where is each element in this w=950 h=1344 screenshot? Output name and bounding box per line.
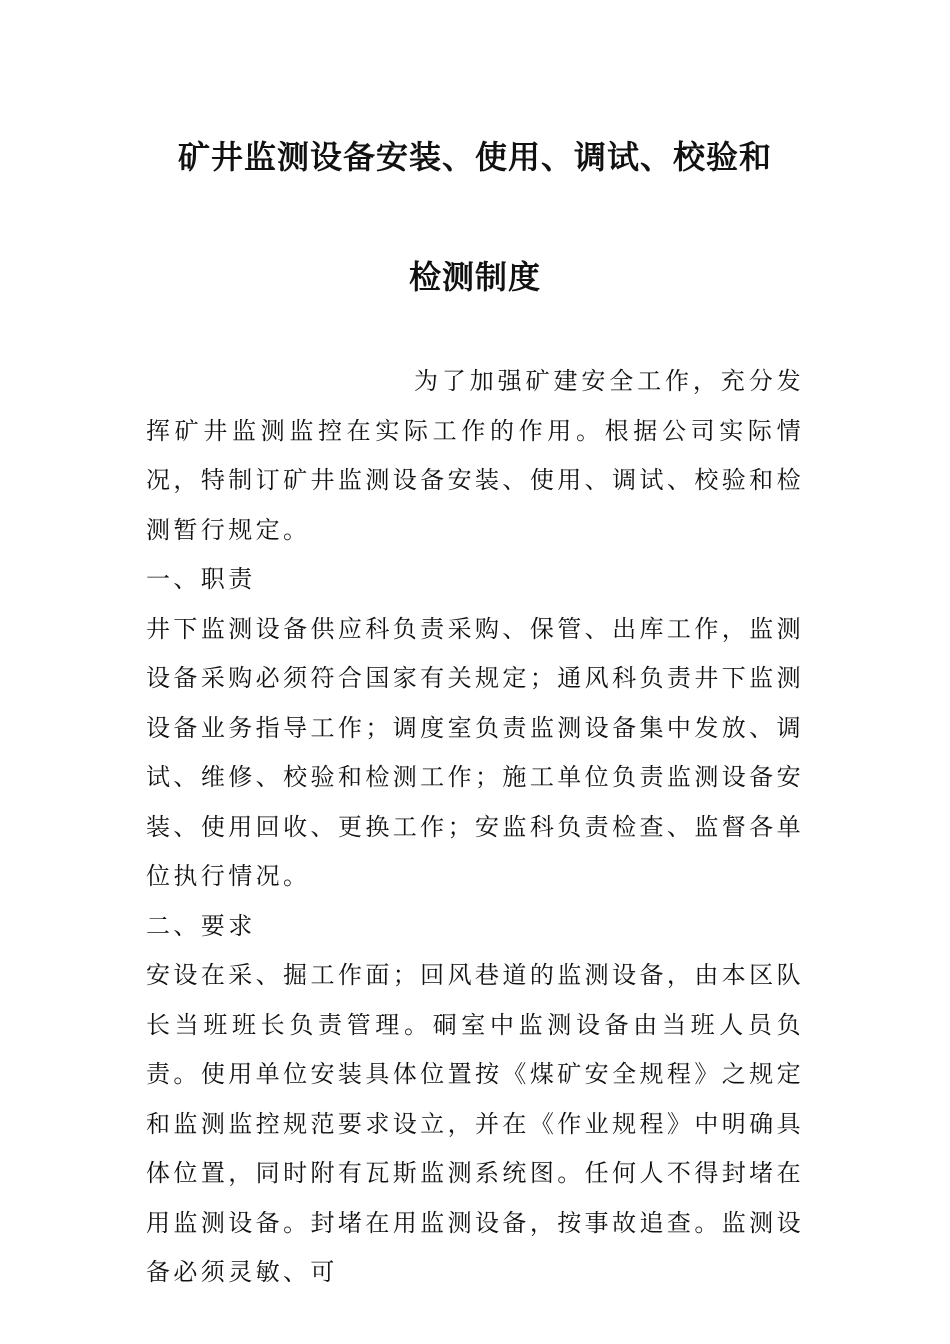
document-body	[146, 357, 804, 1298]
document-title-line-2: 检测制度	[408, 258, 541, 296]
document-title-line-1: 矿井监测设备安装、使用、调试、校验和	[177, 138, 772, 176]
section-heading-requirements: 二、要求	[146, 911, 256, 940]
section-heading-responsibilities: 一、职责	[146, 565, 256, 593]
responsibilities-paragraph: 井下监测设备供应科负责采购、保管、出库工作，监测设备采购必须符合国家有关规定；通风科负责井下监测设备业务指导工作；调度室负责监测设备集中发放、调试、维修、校验和检测工作；施工单位负责监测设备安装、使用回收、更换工作；安监科负责检查、监督各单位执行情况。	[146, 614, 804, 890]
requirements-paragraph: 安设在采、掘工作面；回风巷道的监测设备，由本区队长当班班长负责管理。硐室中监测设备由当班人员负责。使用单位安装具体位置按《煤矿安全规程》之规定和监测监控规范要求设立，并在《作业规程》中明确具体位置，同时附有瓦斯监测系统图。任何人不得封堵在用监测设备。封堵在用监测设备，按事故追查。监测设备必须灵敏、可	[146, 961, 804, 1286]
intro-paragraph: 为了加强矿建安全工作，充分发挥矿井监测监控在实际工作的作用。根据公司实际情况，特制订矿井监测设备安装、使用、调试、校验和检测暂行规定。	[146, 367, 804, 544]
